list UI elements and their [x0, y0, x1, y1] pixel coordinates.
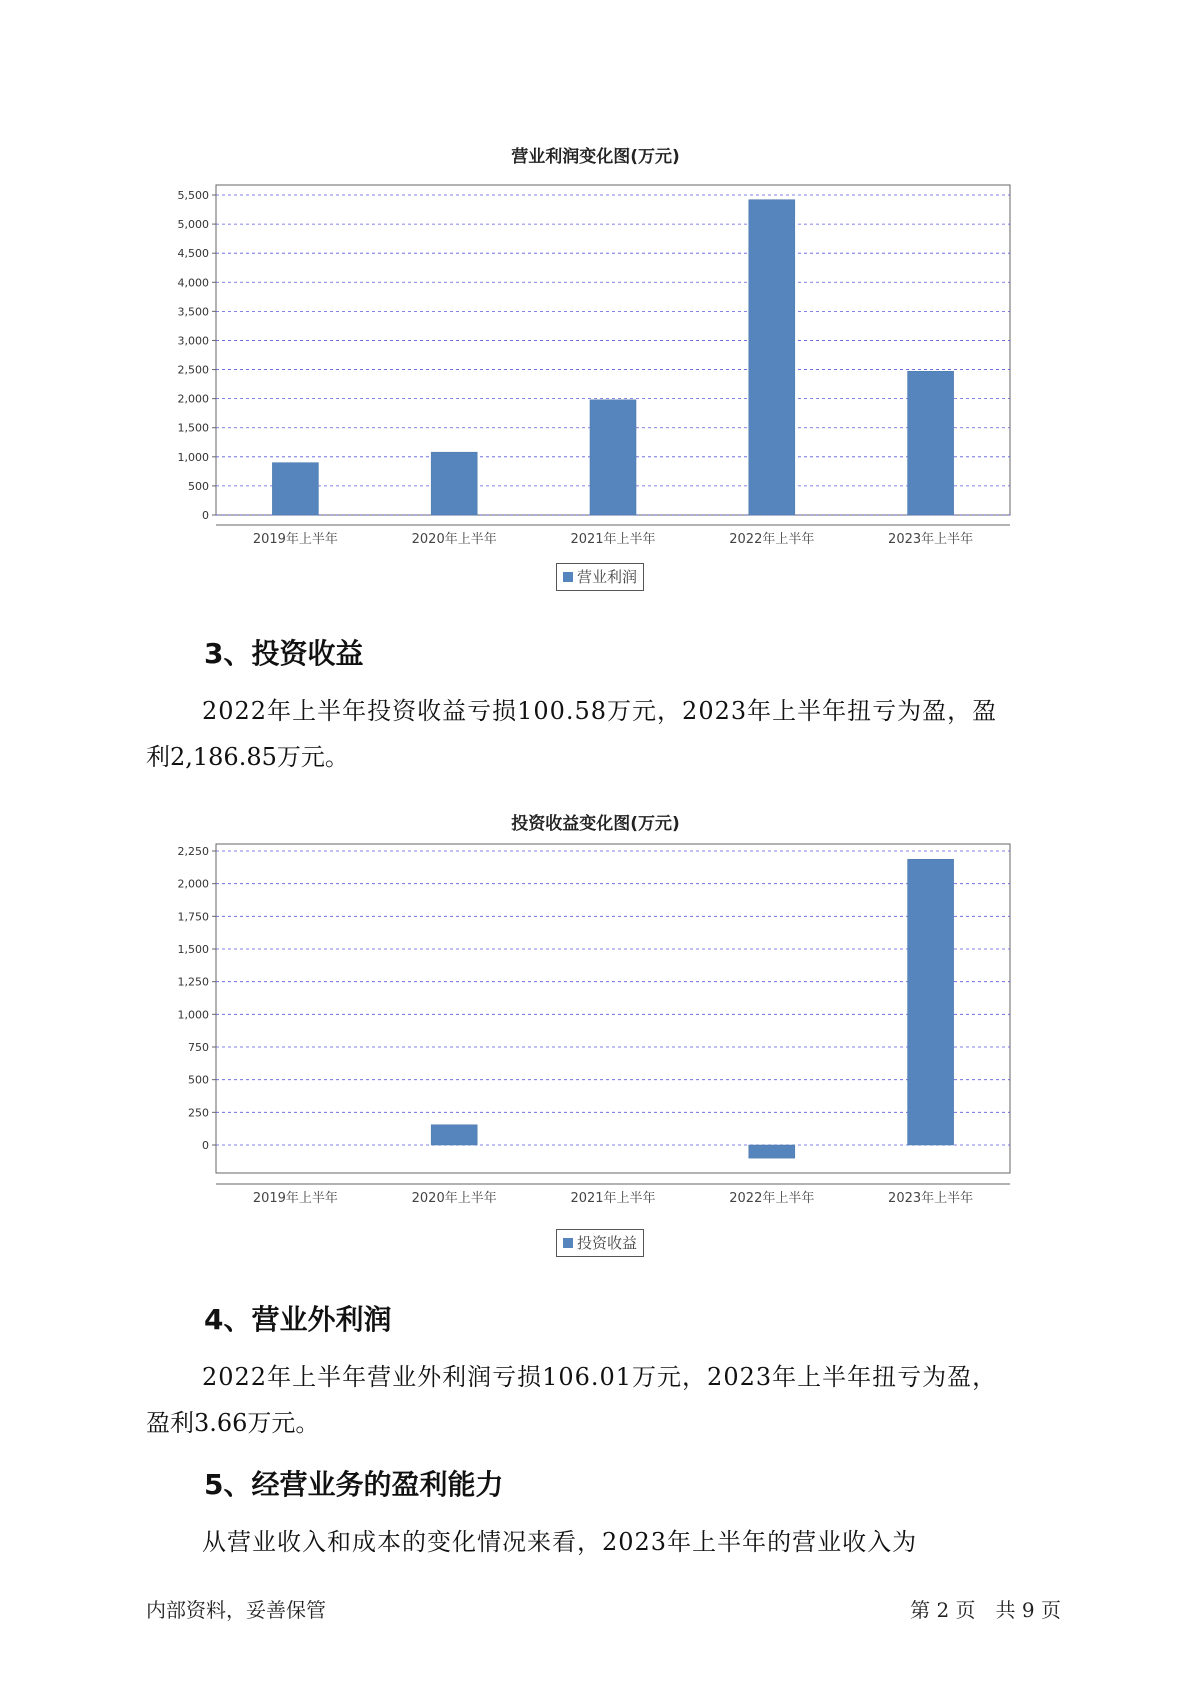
bar — [590, 400, 636, 515]
y-tick-label: 1,250 — [177, 975, 209, 989]
bar — [431, 452, 477, 515]
x-tick-label: 2020年上半年 — [411, 1191, 497, 1206]
y-tick-label: 1,500 — [177, 421, 209, 435]
y-tick-label: 1,000 — [177, 450, 209, 464]
x-tick-label: 2020年上半年 — [411, 532, 497, 547]
footer-confidential-note: 内部资料，妥善保管 — [146, 1598, 326, 1622]
paragraph-non-operating-profit — [146, 1354, 1046, 1446]
chart-title-investment-income: 投资收益变化图(万元) — [511, 814, 680, 834]
bar — [431, 1125, 477, 1145]
heading-investment-income: 3、投资收益 — [204, 637, 364, 670]
bar — [908, 859, 954, 1145]
y-tick-label: 250 — [188, 1106, 209, 1120]
x-tick-label: 2021年上半年 — [570, 532, 656, 547]
y-tick-label: 3,500 — [177, 305, 209, 319]
heading-non-operating-profit: 4、营业外利润 — [204, 1303, 392, 1336]
bar — [749, 1145, 795, 1158]
x-tick-label: 2019年上半年 — [252, 532, 338, 547]
y-tick-label: 1,750 — [177, 910, 209, 924]
paragraph-line: 利2,186.85万元。 — [146, 743, 349, 771]
x-tick-label: 2023年上半年 — [888, 532, 974, 547]
y-tick-label: 5,000 — [177, 218, 209, 232]
plot-frame — [216, 185, 1010, 515]
y-tick-label: 500 — [188, 1073, 209, 1087]
legend-investment-income — [556, 1229, 644, 1257]
footer-page-number: 第 2 页 共 9 页 — [910, 1598, 1061, 1622]
paragraph-line: 2022年上半年投资收益亏损100.58万元，2023年上半年扭亏为盈，盈 — [202, 697, 998, 725]
paragraph-profitability — [146, 1519, 1046, 1565]
plot-frame — [216, 844, 1010, 1173]
legend-swatch — [563, 1238, 573, 1248]
legend-label: 投资收益 — [577, 1234, 638, 1252]
y-tick-label: 2,500 — [177, 363, 209, 377]
y-tick-label: 2,250 — [177, 845, 209, 858]
x-tick-label: 2022年上半年 — [729, 1191, 815, 1206]
legend-swatch — [563, 572, 573, 582]
y-tick-label: 4,000 — [177, 276, 209, 290]
y-tick-label: 4,500 — [177, 247, 209, 261]
heading-profitability: 5、经营业务的盈利能力 — [204, 1468, 504, 1501]
paragraph-line: 2022年上半年营业外利润亏损106.01万元，2023年上半年扭亏为盈， — [202, 1363, 998, 1391]
paragraph-line: 盈利3.66万元。 — [146, 1409, 320, 1437]
paragraph-line: 从营业收入和成本的变化情况来看，2023年上半年的营业收入为 — [202, 1528, 918, 1556]
y-tick-label: 2,000 — [177, 877, 209, 891]
x-tick-label: 2023年上半年 — [888, 1191, 974, 1206]
y-tick-label: 500 — [188, 479, 209, 493]
x-tick-label: 2021年上半年 — [570, 1191, 656, 1206]
x-tick-label: 2022年上半年 — [729, 532, 815, 547]
y-tick-label: 0 — [202, 1139, 209, 1152]
y-tick-label: 750 — [188, 1041, 209, 1054]
bar — [749, 200, 795, 515]
x-tick-label: 2019年上半年 — [252, 1191, 338, 1206]
legend-label: 营业利润 — [577, 568, 638, 586]
bar — [272, 463, 318, 515]
y-tick-label: 1,000 — [177, 1008, 209, 1022]
y-tick-label: 5,500 — [177, 189, 209, 202]
y-tick-label: 2,000 — [177, 392, 209, 406]
y-tick-label: 0 — [202, 509, 209, 522]
y-tick-label: 1,500 — [177, 943, 209, 956]
y-tick-label: 3,000 — [177, 334, 209, 348]
bar — [908, 371, 954, 515]
legend-operating-profit — [556, 563, 644, 591]
chart-title-operating-profit: 营业利润变化图(万元) — [511, 147, 680, 167]
paragraph-investment-income — [146, 688, 1046, 780]
